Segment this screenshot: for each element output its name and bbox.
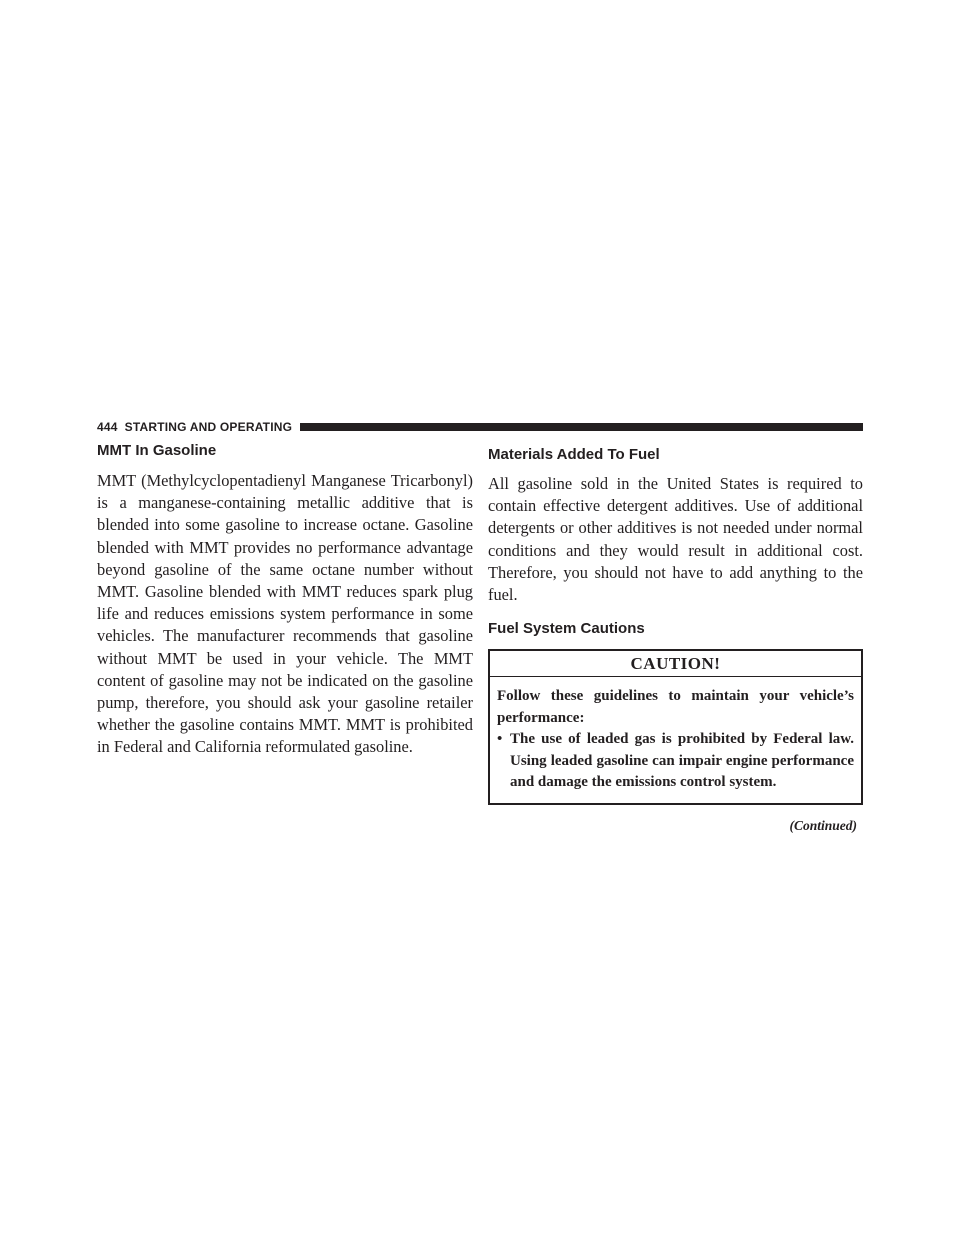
fuel-system-heading: Fuel System Cautions xyxy=(488,620,645,638)
continued-label: (Continued) xyxy=(789,817,857,833)
right-column xyxy=(488,446,863,837)
page-number: 444 xyxy=(97,420,118,434)
mmt-heading: MMT In Gasoline xyxy=(97,442,217,459)
header-rule xyxy=(300,423,863,431)
materials-paragraph: All gasoline sold in the United States is required to contain effective detergent additives. Use of additional detergents or other additives is not needed under normal conditions and they would result in additional cost. Therefore, you should not have to add anything to the fuel. xyxy=(488,474,863,605)
caution-intro: Follow these guidelines to maintain your vehicle’s performance: xyxy=(497,688,854,726)
caution-body xyxy=(490,677,861,803)
caution-bullet xyxy=(497,729,854,794)
left-column xyxy=(97,442,473,759)
caution-title: CAUTION! xyxy=(490,651,861,677)
materials-heading: Materials Added To Fuel xyxy=(488,446,660,463)
caution-box xyxy=(488,649,863,805)
mmt-paragraph: MMT (Methylcyclopentadienyl Manganese Tricarbonyl) is a manganese-containing metallic additive that is blended into some gasoline to increase octane. Gasoline blended with MMT provides no performance advantage beyond gasoline of the same octane number without MMT. Gasoline blended with MMT reduces spark plug life and reduces emissions system performance in some vehicles. The manufacturer recommends that gasoline without MMT be used in your vehicle. The MMT content of gasoline may not be indicated on the gasoline pump, therefore, you should ask your gasoline retailer whether the gasoline contains MMT. MMT is prohibited in Federal and California reformulated gasoline. xyxy=(97,471,473,757)
section-title: STARTING AND OPERATING xyxy=(124,420,293,434)
page-header xyxy=(97,420,863,434)
caution-bullet-text: The use of leaded gas is prohibited by Federal law. Using leaded gasoline can impair engine performance and damage the emissions control system. xyxy=(510,731,854,791)
bullet-icon: • xyxy=(497,731,503,748)
